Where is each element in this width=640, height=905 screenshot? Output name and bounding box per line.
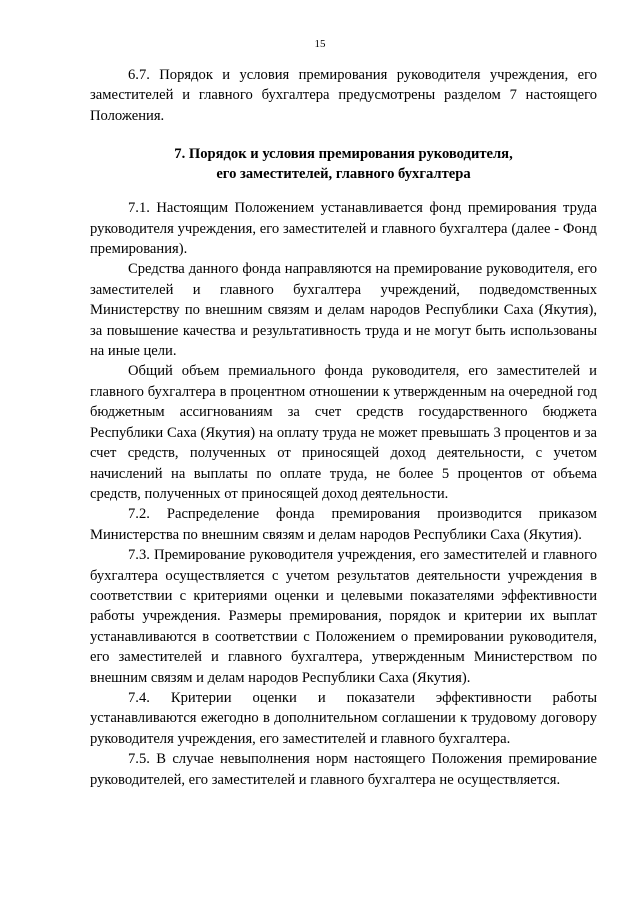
paragraph-fund-volume: Общий объем премиального фонда руководителя, его заместителей и главного бухгалтера в процентном отношении к утвержденным на очередной год бюджетным ассигнованиям за счет средств государственного бюджета Республики Саха (Якутия) на оплату труда не может превышать 3 процентов и за счет средств, полученных от приносящей доход деятельности, с учетом начислений на выплаты по оплате труда, не более 5 процентов от объема средств, полученных от приносящей доход деятельности.: [90, 363, 597, 502]
section-heading-line-1: 7. Порядок и условия премирования руководителя,: [174, 146, 513, 163]
intro-paragraph: 6.7. Порядок и условия премирования руководителя учреждения, его заместителей и главного бухгалтера предусмотрены разделом 7 настоящего Положения.: [90, 67, 597, 124]
document-body: [90, 65, 597, 790]
paragraph-7-5: 7.5. В случае невыполнения норм настоящего Положения премирование руководителей, его заместителей и главного бухгалтера не осуществляется.: [90, 751, 597, 788]
paragraph-fund-usage: Средства данного фонда направляются на премирование руководителя, его заместителей и главного бухгалтера учреждений, подведомственных Министерству по внешним связям и делам народов Республики Саха (Якутия), за повышение качества и результативность труда и не могут быть использованы на иные цели.: [90, 261, 597, 360]
section-heading-line-2: его заместителей, главного бухгалтера: [216, 166, 471, 183]
paragraph-7-4: 7.4. Критерии оценки и показатели эффективности работы устанавливаются ежегодно в дополнительном соглашении к трудовому договору руководителя учреждения, его заместителей и главного бухгалтера.: [90, 689, 597, 747]
paragraph-7-3: 7.3. Премирование руководителя учреждения, его заместителей и главного бухгалтера осуществляется с учетом результатов деятельности учреждения в соответствии с критериями оценки и целевыми показателями эффективности работы учреждения. Размеры премирования, порядок и критерии их выплат устанавливаются в соответствии с Положением о премировании руководителя, его заместителей и главного бухгалтера, утвержденным Министерством по внешним связям и делам народов Республики Саха (Якутия).: [90, 547, 597, 686]
paragraph-7-2: 7.2. Распределение фонда премирования производится приказом Министерства по внешним связям и делам народов Республики Саха (Якутия).: [90, 506, 597, 543]
paragraph-7-1: 7.1. Настоящим Положением устанавливается фонд премирования труда руководителя учреждения, его заместителей и главного бухгалтера (далее - Фонд премирования).: [90, 200, 597, 258]
page-number: 15: [314, 38, 326, 50]
section-heading: [90, 144, 597, 184]
